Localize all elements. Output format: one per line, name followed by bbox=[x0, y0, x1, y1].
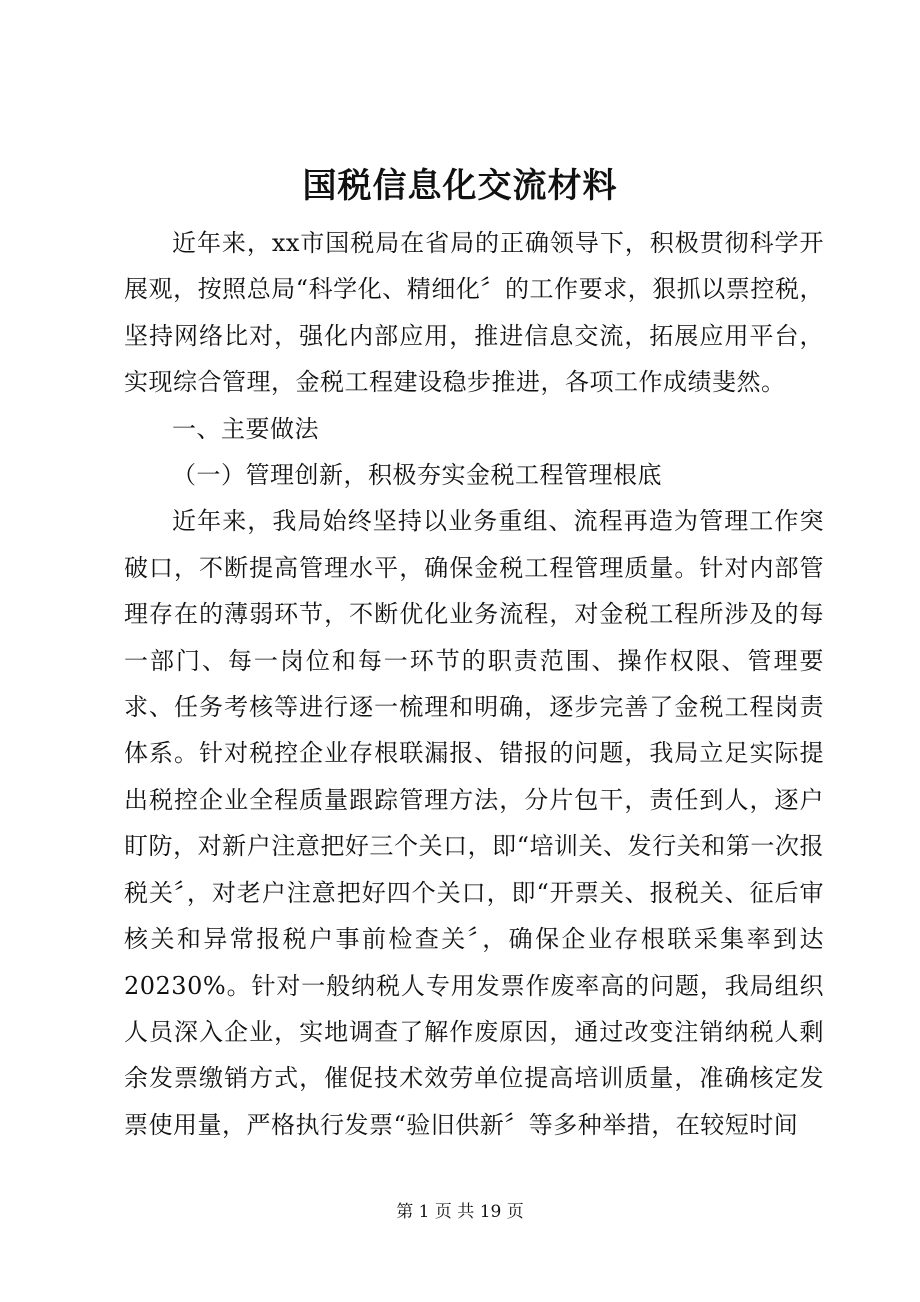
document-body bbox=[124, 220, 824, 1148]
subsection-heading: （一）管理创新，积极夯实金税工程管理根底 bbox=[172, 461, 662, 490]
section-heading: 一、主要做法 bbox=[172, 414, 319, 443]
paragraph-body: 近年来，我局始终坚持以业务重组、流程再造为管理工作突破口，不断提高管理水平，确保金税工程管理质量。针对内部管理存在的薄弱环节，不断优化业务流程，对金税工程所涉及的每一部门、每一岗位和每一环节的职责范围、操作权限、管理要求、任务考核等进行逐一梳理和明确，逐步完善了金税工程岗责体系。针对税控企业存根联漏报、错报的问题，我局立足实际提出税控企业全程质量跟踪管理方法，分片包干，责任到人，逐户盯防，对新户注意把好三个关口，即“培训关、发行关和第一次报税关〞，对老户注意把好四个关口，即“开票关、报税关、征后审核关和异常报税户事前检查关〞，确保企业存根联采集率到达20230%。针对一般纳税人专用发票作废率高的问题，我局组织人员深入企业，实地调查了解作废原因，通过改变注销纳税人剩余发票缴销方式，催促技术效劳单位提高培训质量，准确核定发票使用量，严格执行发票“验旧供新〞等多种举措，在较短时间 bbox=[124, 507, 824, 1139]
page-footer: 第 1 页 共 19 页 bbox=[396, 1202, 524, 1222]
document-title: 国税信息化交流材料 bbox=[302, 166, 618, 206]
paragraph-intro: 近年来，xx市国税局在省局的正确领导下，积极贯彻科学开展观，按照总局“科学化、精细化〞的工作要求，狠抓以票控税，坚持网络比对，强化内部应用，推进信息交流，拓展应用平台，实现综合管理，金税工程建设稳步推进，各项工作成绩斐然。 bbox=[124, 229, 824, 397]
